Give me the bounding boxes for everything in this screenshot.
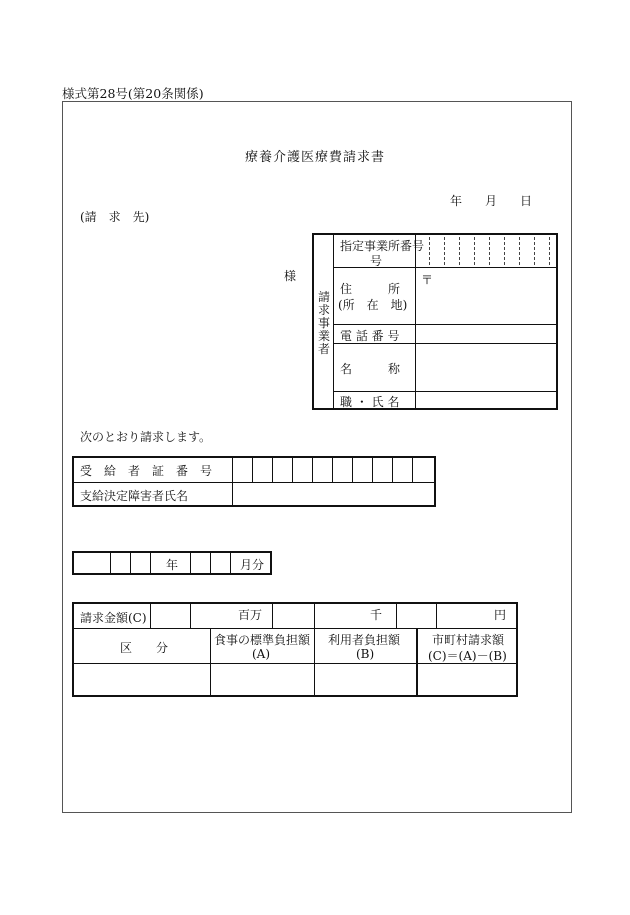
meal-cost-header: 食事の標準負担額: [214, 633, 311, 647]
intro-text: 次のとおり請求します。: [80, 430, 212, 444]
period-year-label: 年: [166, 558, 179, 572]
name-label: 名 称: [340, 362, 401, 376]
claimant-vertical-column: [314, 235, 334, 408]
municipal-claim-cell[interactable]: [418, 664, 516, 695]
cert-number-field[interactable]: [232, 458, 434, 482]
location-label: (所 在 地): [338, 298, 408, 312]
date-day: 日: [520, 194, 533, 208]
cert-label: 受 給 者 証 番 号: [80, 464, 213, 478]
yen-unit: 円: [494, 608, 507, 622]
date-year: 年: [450, 194, 463, 208]
address-label-cell: [334, 268, 416, 325]
rep-label: 職 ・ 氏 名: [340, 395, 400, 409]
phone-field[interactable]: [416, 325, 556, 344]
rep-field[interactable]: [416, 392, 556, 408]
period-table: [72, 551, 272, 575]
claimant-block: [312, 233, 558, 410]
phone-label-cell: [334, 325, 416, 344]
rep-label-cell: [334, 392, 416, 408]
amount-label: 請求金額(C): [80, 611, 147, 625]
phone-label: 電 話 番 号: [340, 329, 400, 343]
name-label-cell: [334, 344, 416, 392]
provider-number-label-cell: [334, 235, 425, 268]
municipal-claim-sub: (C)＝(A)－(B): [428, 649, 507, 663]
beneficiary-table: [72, 456, 436, 507]
beneficiary-name-label: 支給決定障害者氏名: [80, 489, 189, 503]
meal-cost-sub: (A): [252, 647, 271, 661]
user-cost-sub: (B): [356, 647, 375, 661]
recipient-suffix: 様: [284, 269, 297, 283]
meal-cost-cell[interactable]: [211, 664, 314, 695]
million-unit: 百万: [238, 608, 263, 622]
claimant-vertical-label: 請求事業者: [318, 290, 331, 356]
municipal-claim-header: 市町村請求額: [432, 633, 505, 647]
address-field[interactable]: [416, 271, 556, 323]
name-field[interactable]: [416, 344, 556, 392]
category-cell[interactable]: [74, 664, 210, 695]
user-cost-cell[interactable]: [315, 664, 416, 695]
amount-table: [72, 602, 518, 697]
postal-mark: 〒: [421, 273, 434, 287]
recipient-label: (請 求 先): [80, 210, 150, 224]
beneficiary-name-field[interactable]: [232, 483, 434, 505]
thousand-unit: 千: [370, 608, 383, 622]
period-month-label: 月分: [240, 558, 265, 572]
provider-number-label-cont: 号: [370, 254, 383, 268]
form-number-label: 様式第28号(第20条関係): [62, 86, 204, 101]
date-month: 月: [485, 194, 498, 208]
category-header: 区 分: [120, 641, 169, 655]
amount-field[interactable]: [150, 604, 516, 628]
form-title: 療養介護医療費請求書: [244, 150, 385, 165]
user-cost-header: 利用者負担額: [328, 633, 401, 647]
provider-number-label: 指定事業所番号: [340, 239, 425, 253]
address-label: 住 所: [340, 282, 401, 296]
